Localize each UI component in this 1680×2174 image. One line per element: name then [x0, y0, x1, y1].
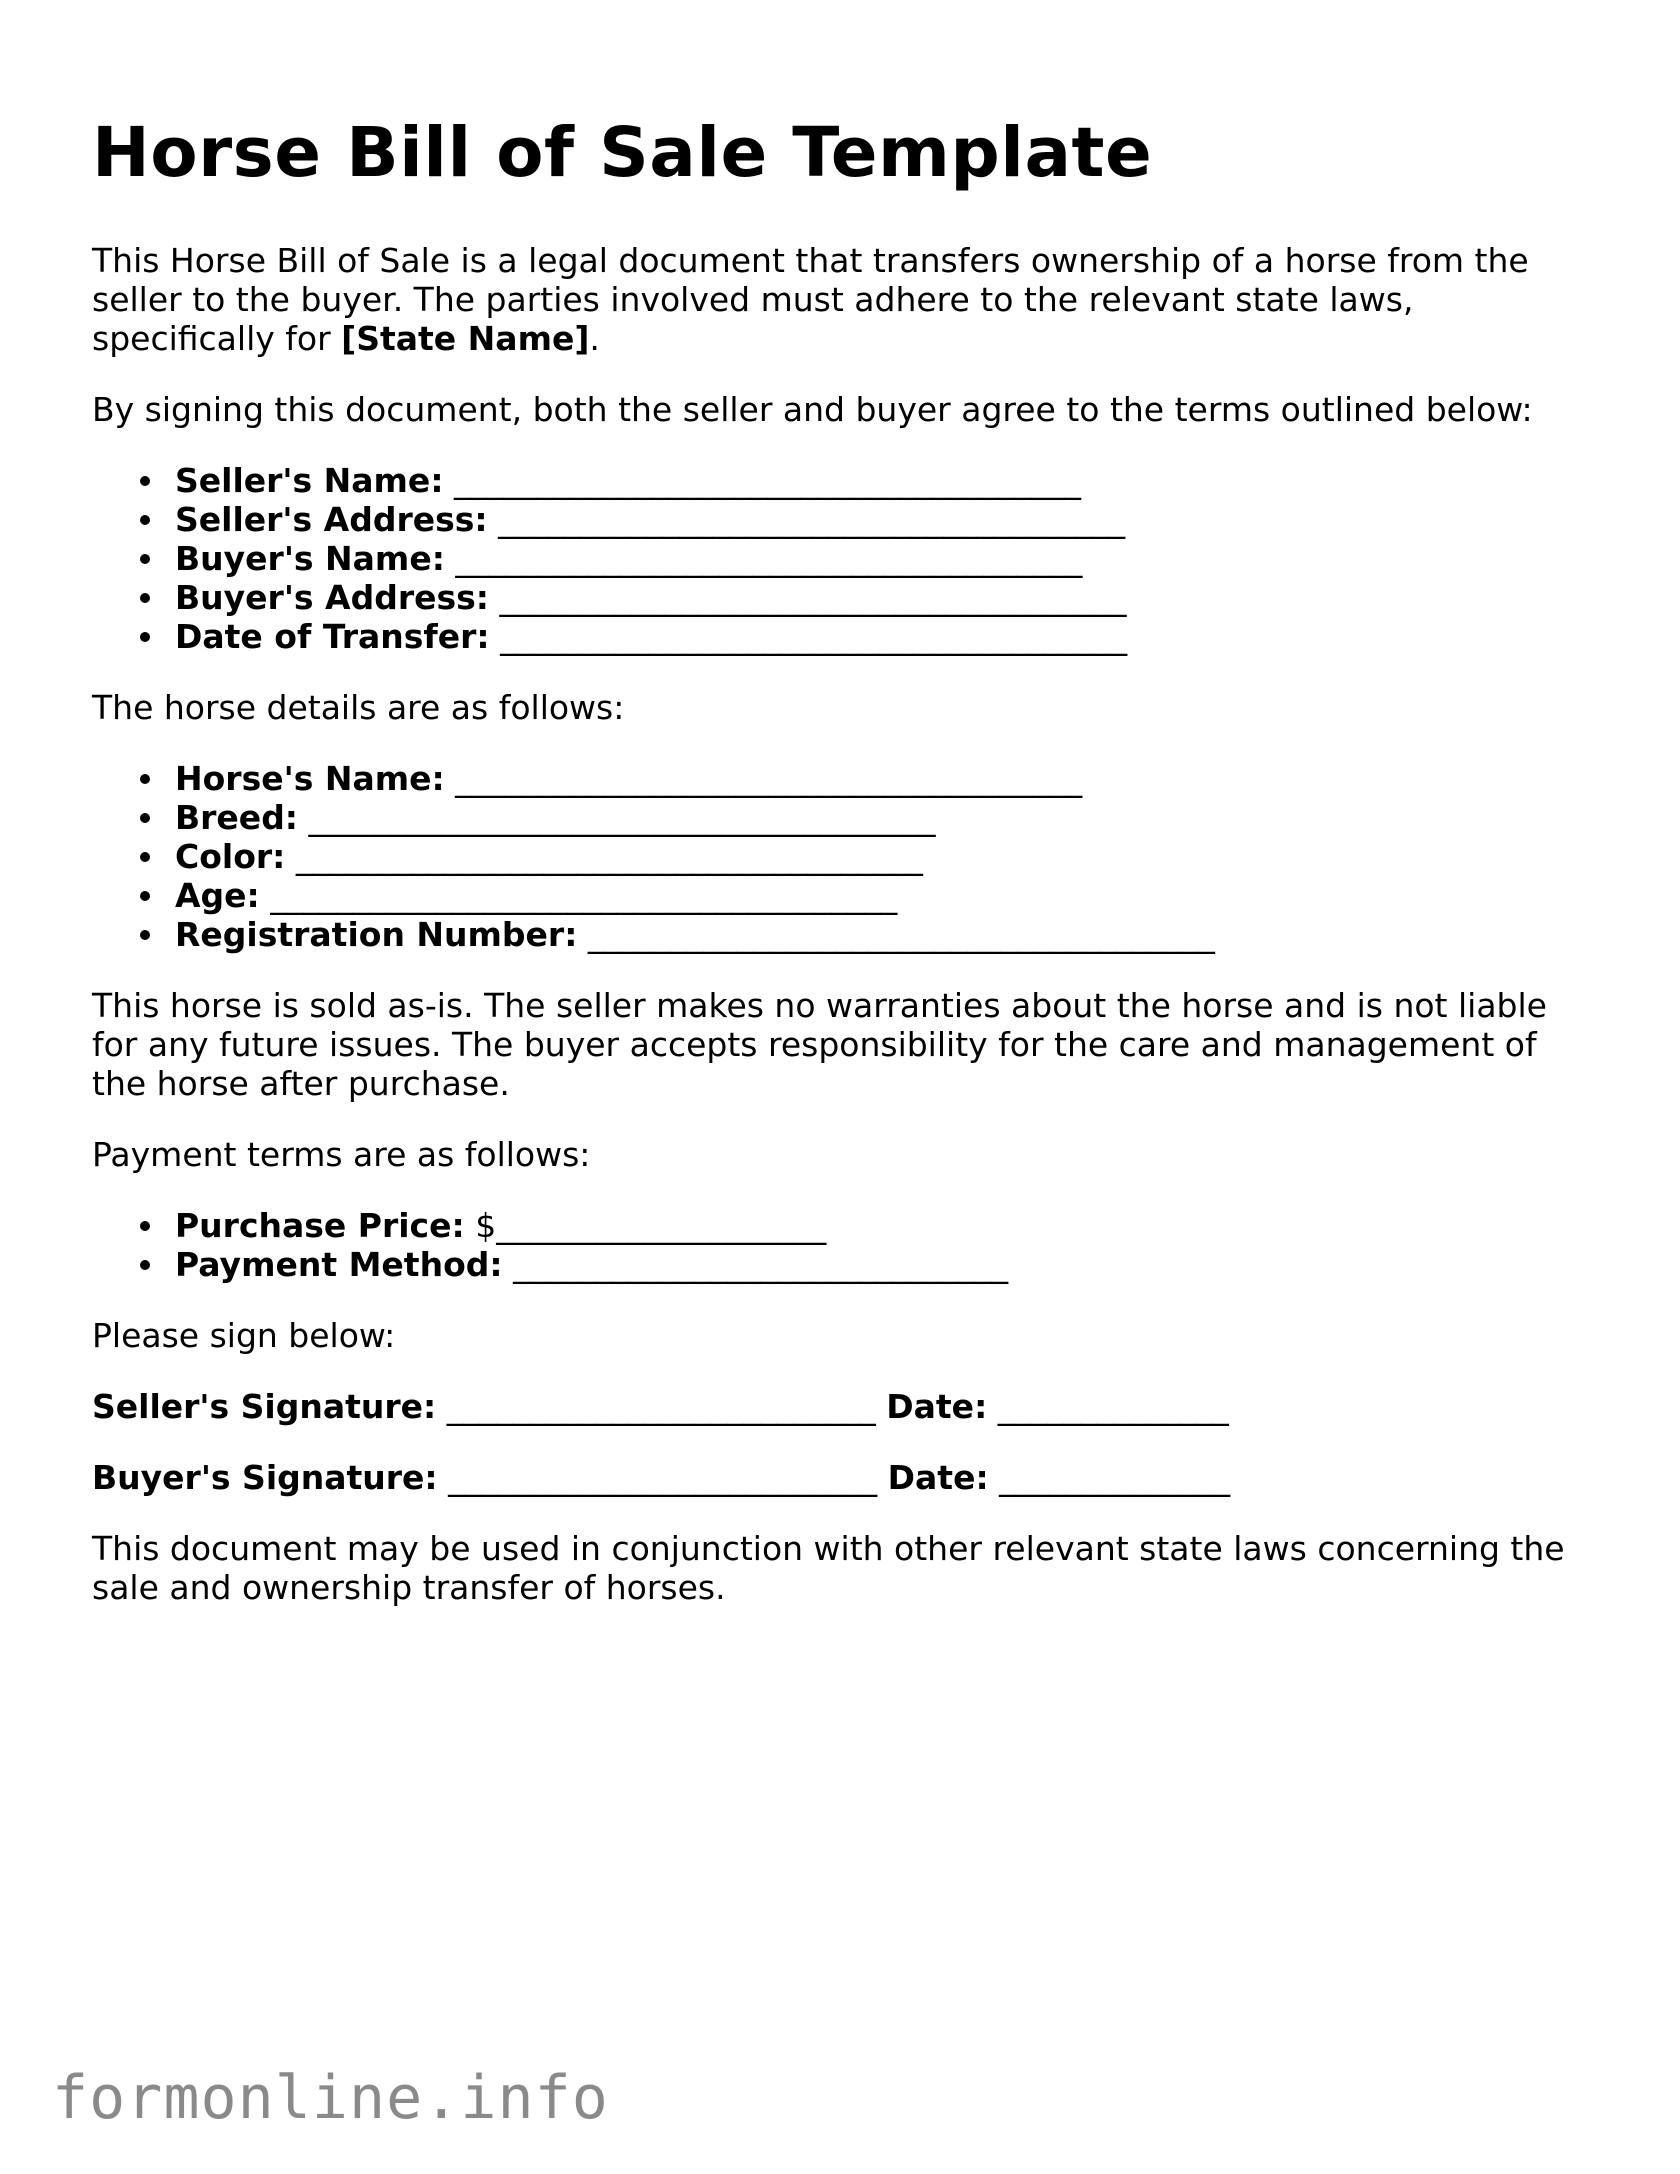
- payment-method-blank[interactable]: ______________________________: [513, 1244, 1009, 1284]
- horse-details-intro: The horse details are as follows:: [92, 687, 625, 727]
- seller-signature-line: [92, 1387, 1592, 1426]
- list-item: [175, 837, 1592, 876]
- intro-text-end: .: [589, 318, 600, 358]
- intro-paragraph: [92, 241, 1592, 358]
- seller-signature-blank[interactable]: __________________________: [446, 1386, 876, 1426]
- date-label: Date:: [887, 1457, 989, 1497]
- payment-intro: Payment terms are as follows:: [92, 1134, 591, 1174]
- list-item: [175, 915, 1592, 954]
- field-label: Seller's Name:: [175, 460, 444, 500]
- field-label: Date of Transfer:: [175, 616, 490, 656]
- field-label: Buyer's Name:: [175, 538, 445, 578]
- field-label: Color:: [175, 836, 286, 876]
- seller-address-blank[interactable]: ______________________________________: [498, 499, 1126, 539]
- registration-number-blank[interactable]: ______________________________________: [587, 914, 1215, 954]
- field-label: Horse's Name:: [175, 758, 445, 798]
- list-item: [175, 578, 1592, 617]
- agreement-paragraph: By signing this document, both the seller and buyer agree to the terms outlined below:: [92, 389, 1533, 429]
- payment-list: [92, 1206, 1592, 1284]
- sign-intro: Please sign below:: [92, 1315, 396, 1355]
- signature-label: Seller's Signature:: [92, 1386, 437, 1426]
- buyer-signature-blank[interactable]: __________________________: [448, 1457, 878, 1497]
- document-page: [92, 112, 1592, 1639]
- field-label: Breed:: [175, 797, 299, 837]
- as-is-paragraph: This horse is sold as-is. The seller makes no warranties about the horse and is not liable for any future issues. The buyer accepts responsibility for the care and management of the horse after purchase.: [92, 985, 1547, 1103]
- list-item: [175, 798, 1592, 837]
- watermark: formonline.info: [52, 2063, 609, 2133]
- field-label: Registration Number:: [175, 914, 578, 954]
- buyer-name-blank[interactable]: ______________________________________: [455, 538, 1083, 578]
- buyer-signature-line: [92, 1458, 1592, 1497]
- parties-list: [92, 461, 1592, 656]
- date-of-transfer-blank[interactable]: ______________________________________: [500, 616, 1128, 656]
- seller-name-blank[interactable]: ______________________________________: [454, 460, 1082, 500]
- horse-details-list: [92, 759, 1592, 954]
- age-blank[interactable]: ______________________________________: [270, 875, 898, 915]
- list-item: [175, 1206, 1592, 1245]
- date-label: Date:: [886, 1386, 988, 1426]
- buyer-address-blank[interactable]: ______________________________________: [499, 577, 1127, 617]
- signature-label: Buyer's Signature:: [92, 1457, 438, 1497]
- color-blank[interactable]: ______________________________________: [295, 836, 923, 876]
- seller-date-blank[interactable]: ______________: [997, 1386, 1229, 1426]
- state-name-placeholder: [State Name]: [341, 318, 590, 358]
- list-item: [175, 617, 1592, 656]
- list-item: [175, 500, 1592, 539]
- buyer-date-blank[interactable]: ______________: [999, 1457, 1231, 1497]
- horse-name-blank[interactable]: ______________________________________: [455, 758, 1083, 798]
- field-label: Purchase Price:: [175, 1205, 465, 1245]
- list-item: [175, 876, 1592, 915]
- breed-blank[interactable]: ______________________________________: [308, 797, 936, 837]
- list-item: [175, 759, 1592, 798]
- list-item: [175, 1245, 1592, 1284]
- list-item: [175, 539, 1592, 578]
- field-label: Payment Method:: [175, 1244, 503, 1284]
- purchase-price-blank[interactable]: $____________________: [475, 1205, 827, 1245]
- list-item: [175, 461, 1592, 500]
- page-title: Horse Bill of Sale Template: [92, 113, 1153, 193]
- field-label: Age:: [175, 875, 260, 915]
- intro-text: This Horse Bill of Sale is a legal document that transfers ownership of a horse from the seller to the buyer. The parties involved must adhere to the relevant state laws, specifically for: [92, 240, 1529, 358]
- closing-paragraph: This document may be used in conjunction with other relevant state laws concerning the sale and ownership transfer of horses.: [92, 1528, 1565, 1607]
- field-label: Buyer's Address:: [175, 577, 489, 617]
- field-label: Seller's Address:: [175, 499, 488, 539]
